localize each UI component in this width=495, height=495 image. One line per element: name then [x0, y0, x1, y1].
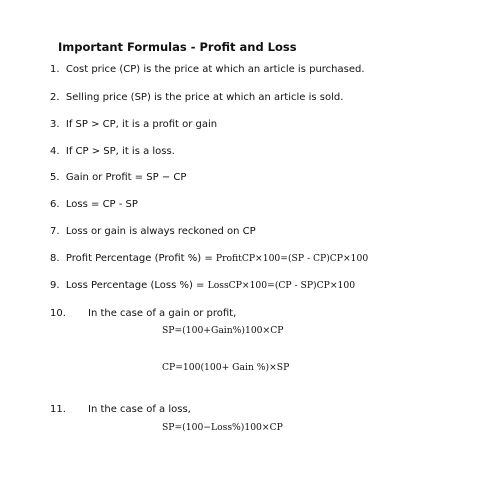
item-number: 8.: [50, 253, 60, 264]
item-number: 10.: [50, 308, 66, 319]
item-number: 5.: [50, 172, 60, 183]
list-item: [50, 64, 365, 75]
item-number: 1.: [50, 64, 60, 75]
item-number: 4.: [50, 146, 60, 157]
item-number: 9.: [50, 280, 60, 291]
formula: CP=100(100+ Gain %)×SP: [162, 362, 290, 373]
item-text: Loss or gain is always reckoned on CP: [65, 226, 256, 237]
item-text: If CP > SP, it is a loss.: [65, 146, 175, 157]
item-text: Loss Percentage (Loss %) =: [65, 280, 208, 291]
item-text: If SP > CP, it is a profit or gain: [65, 119, 218, 130]
item-number: 11.: [50, 404, 66, 415]
formula: ProfitCP×100=(SP - CP)CP×100: [215, 253, 369, 264]
list-item: [50, 92, 343, 103]
item-text: In the case of a gain or profit,: [88, 308, 237, 319]
item-number: 7.: [50, 226, 60, 237]
list-item: [50, 146, 175, 157]
item-number: 2.: [50, 92, 60, 103]
list-item: [50, 253, 368, 264]
item-text: Loss = CP - SP: [65, 199, 138, 210]
formula: LossCP×100=(CP - SP)CP×100: [207, 280, 356, 291]
list-item: [50, 172, 186, 183]
list-item: [50, 226, 256, 237]
page-title: Important Formulas - Profit and Loss: [58, 40, 297, 54]
item-text: Gain or Profit = SP − CP: [65, 172, 187, 183]
list-item: [50, 119, 217, 130]
item-number: 6.: [50, 199, 60, 210]
item-text: Cost price (CP) is the price at which an article is purchased.: [65, 64, 365, 75]
item-text: In the case of a loss,: [88, 404, 191, 415]
formula: SP=(100+Gain%)100×CP: [162, 325, 284, 336]
item-number: 3.: [50, 119, 60, 130]
item-text: Profit Percentage (Profit %) =: [65, 253, 216, 264]
list-item: [50, 280, 355, 291]
item-text: Selling price (SP) is the price at which an article is sold.: [65, 92, 344, 103]
formula: SP=(100−Loss%)100×CP: [162, 422, 283, 433]
list-item: [50, 199, 138, 210]
